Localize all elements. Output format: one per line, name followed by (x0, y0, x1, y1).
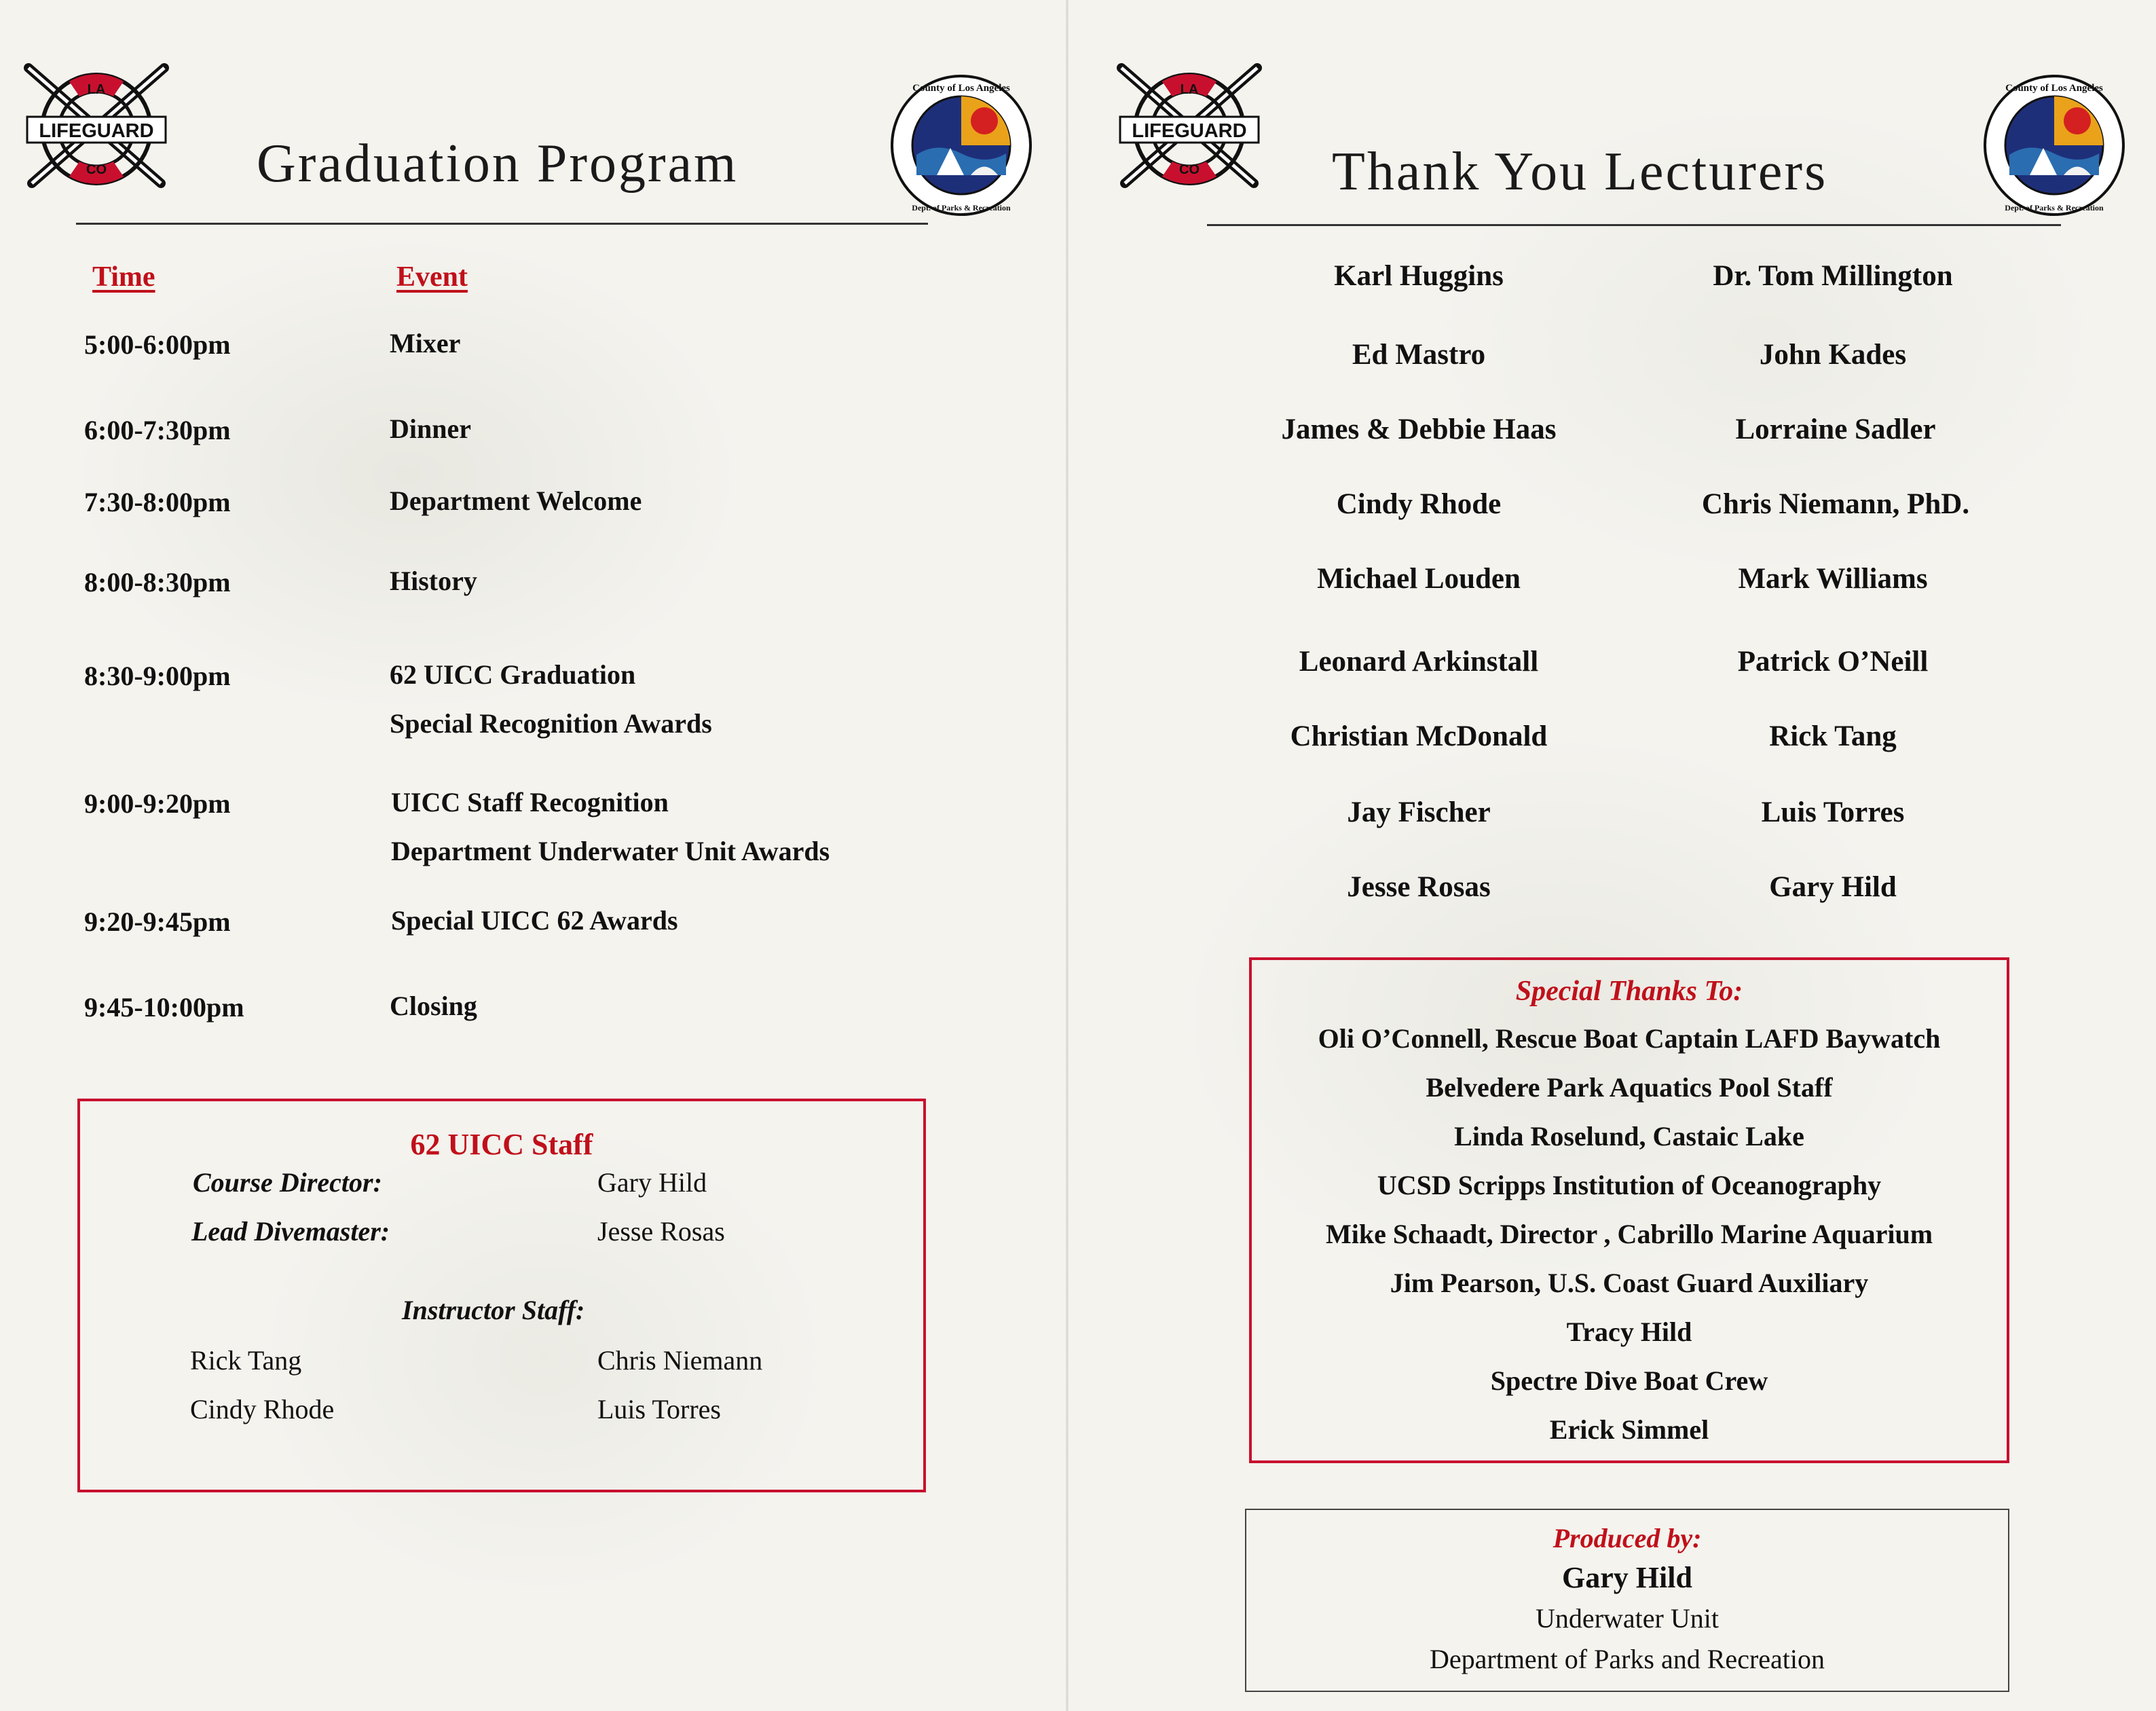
lecturer-name: Patrick O’Neill (1737, 646, 1929, 678)
thanks-item: Tracy Hild (1566, 1317, 1692, 1347)
lifeguard-logo (15, 61, 178, 197)
lecturer-name: Christian McDonald (1290, 720, 1548, 752)
schedule-time: 8:30-9:00pm (84, 661, 231, 691)
header-rule (76, 223, 928, 225)
lecturer-name: Jesse Rosas (1347, 871, 1491, 903)
thanks-item: Belvedere Park Aquatics Pool Staff (1426, 1072, 1833, 1103)
page-title-lecturers: Thank You Lecturers (1332, 142, 1828, 202)
lecturer-name: Chris Niemann, PhD. (1701, 488, 1970, 520)
special-thanks-box (1249, 957, 2009, 1463)
lecturer-name: John Kades (1759, 339, 1907, 371)
svg-text:LIFEGUARD: LIFEGUARD (1132, 120, 1247, 142)
schedule-event: History (390, 566, 477, 596)
course-director-name: Gary Hild (597, 1167, 707, 1198)
svg-text:LA: LA (87, 82, 106, 97)
producer-unit: Underwater Unit (1536, 1603, 1719, 1634)
schedule-time: 7:30-8:00pm (84, 487, 231, 517)
instructor-name: Rick Tang (190, 1345, 302, 1376)
left-panel (0, 0, 1066, 1711)
staff-box (77, 1099, 926, 1492)
lifeguard-logo (1108, 61, 1271, 197)
lecturer-name: Karl Huggins (1334, 260, 1504, 292)
staff-box-title: 62 UICC Staff (410, 1128, 593, 1161)
schedule-event: Mixer (390, 328, 461, 358)
schedule-event: 62 UICC Graduation (390, 659, 636, 690)
lecturer-name: Gary Hild (1769, 871, 1897, 903)
schedule-event: Special UICC 62 Awards (391, 905, 678, 936)
lecturer-name: Ed Mastro (1352, 339, 1486, 371)
svg-text:Dept. of Parks & Recreation: Dept. of Parks & Recreation (912, 203, 1011, 213)
lead-divemaster-name: Jesse Rosas (597, 1216, 725, 1247)
special-thanks-title: Special Thanks To: (1515, 976, 1743, 1007)
lecturer-name: Jay Fischer (1347, 796, 1491, 828)
schedule-time: 9:00-9:20pm (84, 788, 231, 819)
thanks-item: Spectre Dive Boat Crew (1490, 1365, 1768, 1396)
lifeguard-logo-text: LIFEGUARD (39, 120, 154, 142)
schedule-time: 8:00-8:30pm (84, 567, 231, 597)
instructor-name: Chris Niemann (597, 1345, 763, 1376)
instructor-name: Cindy Rhode (190, 1394, 335, 1424)
header-rule (1207, 224, 2061, 226)
lecturer-name: Cindy Rhode (1336, 488, 1502, 520)
thanks-item: Oli O’Connell, Rescue Boat Captain LAFD Baywatch (1318, 1023, 1941, 1054)
lecturer-name: Dr. Tom Millington (1713, 260, 1953, 292)
instructor-staff-label: Instructor Staff: (402, 1295, 585, 1325)
svg-text:Dept. of Parks & Recreation: Dept. of Parks & Recreation (2005, 203, 2104, 213)
produced-by-title: Produced by: (1553, 1523, 1702, 1553)
schedule-time: 9:45-10:00pm (84, 992, 244, 1023)
page-title-program: Graduation Program (257, 134, 739, 194)
lead-divemaster-label: Lead Divemaster: (191, 1216, 390, 1247)
course-director-label: Course Director: (193, 1167, 382, 1198)
column-header-event: Event (396, 261, 468, 293)
lecturer-name: Rick Tang (1769, 720, 1897, 752)
schedule-time: 9:20-9:45pm (84, 906, 231, 937)
lecturer-name: Michael Louden (1317, 563, 1521, 595)
schedule-event: Dinner (390, 413, 471, 444)
thanks-item: UCSD Scripps Institution of Oceanography (1377, 1170, 1882, 1200)
svg-text:CO: CO (86, 162, 107, 177)
lecturer-name: Luis Torres (1761, 796, 1905, 828)
thanks-item: Linda Roselund, Castaic Lake (1454, 1121, 1804, 1152)
lecturer-name: Mark Williams (1738, 563, 1928, 595)
instructor-name: Luis Torres (597, 1394, 721, 1424)
schedule-event: Department Welcome (390, 485, 642, 516)
producer-name: Gary Hild (1562, 1561, 1692, 1594)
schedule-time: 6:00-7:30pm (84, 415, 231, 445)
thanks-item: Mike Schaadt, Director , Cabrillo Marine Aquarium (1325, 1219, 1933, 1249)
thanks-item: Erick Simmel (1549, 1414, 1709, 1445)
county-seal (889, 73, 1033, 217)
schedule-event: Closing (390, 991, 477, 1021)
producer-department: Department of Parks and Recreation (1429, 1644, 1825, 1674)
svg-text:County of Los Angeles: County of Los Angeles (2005, 83, 2103, 94)
schedule-event: UICC Staff Recognition (391, 787, 669, 817)
column-header-time: Time (92, 261, 155, 293)
svg-text:County of Los Angeles: County of Los Angeles (912, 83, 1010, 94)
svg-text:CO: CO (1179, 162, 1200, 177)
lecturer-name: Leonard Arkinstall (1299, 646, 1539, 678)
thanks-item: Jim Pearson, U.S. Coast Guard Auxiliary (1390, 1268, 1869, 1298)
schedule-time: 5:00-6:00pm (84, 329, 231, 360)
schedule-event: Department Underwater Unit Awards (391, 836, 830, 866)
svg-text:LA: LA (1180, 82, 1199, 97)
county-seal (1982, 73, 2126, 217)
schedule-event: Special Recognition Awards (390, 708, 712, 739)
lecturer-name: James & Debbie Haas (1281, 413, 1557, 445)
produced-by-box (1245, 1509, 2009, 1692)
lecturer-name: Lorraine Sadler (1735, 413, 1936, 445)
